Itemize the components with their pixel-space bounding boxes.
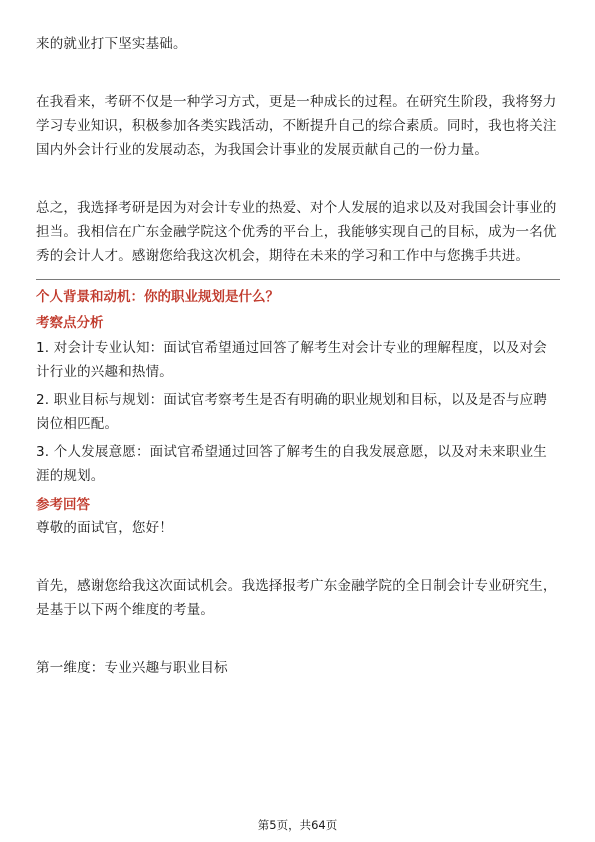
paragraph-continuation: 来的就业打下坚实基础。 (36, 36, 187, 52)
question-title: 个人背景和动机：你的职业规划是什么？ (36, 289, 279, 305)
answer-greeting: 尊敬的面试官，您好！ (36, 520, 173, 536)
page-number: 第5页，共64页 (257, 818, 338, 832)
section-divider (36, 279, 560, 280)
paragraph-growth: 在我看来，考研不仅是一种学习方式，更是一种成长的过程。在研究生阶段，我将努力学习专业知识，积极参加各类实践活动，不断提升自己的综合素质。同时，我也将关注国内外会计行业的发展动态，为我国会计事业的发展贡献自己的一份力量。 (36, 94, 557, 158)
list-item: 1. 对会计专业认知：面试官希望通过回答了解考生对会计专业的理解程度，以及对会计行业的兴趣和热情。 (36, 340, 547, 380)
answer-paragraph: 首先，感谢您给我这次面试机会。我选择报考广东金融学院的全日制会计专业研究生，是基于以下两个维度的考量。 (36, 578, 557, 618)
list-item: 2. 职业目标与规划：面试官考察考生是否有明确的职业规划和目标，以及是否与应聘岗位相匹配。 (36, 392, 547, 432)
dimension-heading: 第一维度：专业兴趣与职业目标 (36, 660, 228, 676)
paragraph-conclusion: 总之，我选择考研是因为对会计专业的热爱、对个人发展的追求以及对我国会计事业的担当。我相信在广东金融学院这个优秀的平台上，我能够实现自己的目标，成为一名优秀的会计人才。感谢您给我这次机会，期待在未来的学习和工作中与您携手共进。 (36, 200, 557, 264)
document-page (36, 0, 560, 680)
list-item: 3. 个人发展意愿：面试官希望通过回答了解考生的自我发展意愿，以及对未来职业生涯的规划。 (36, 444, 547, 484)
analysis-heading: 考察点分析 (36, 315, 104, 331)
analysis-list (36, 336, 560, 488)
answer-heading: 参考回答 (36, 497, 90, 513)
